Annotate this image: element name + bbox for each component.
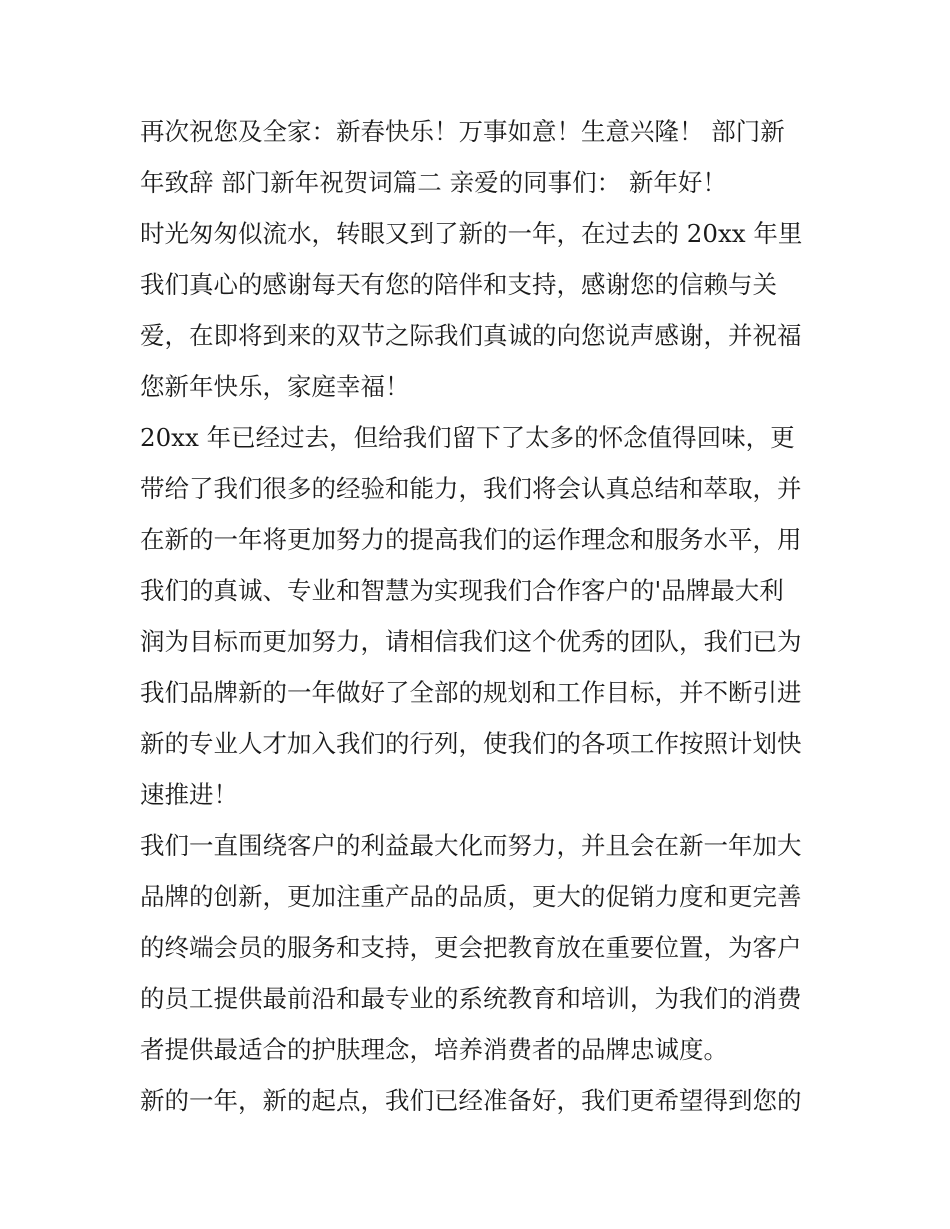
text-line: 品牌的创新，更加注重产品的品质，更大的促销力度和更完善 (140, 882, 802, 911)
text-line: 年致辞 部门新年祝贺词篇二 亲爱的同事们： 新年好！ (140, 168, 727, 197)
text-line: 的终端会员的服务和支持，更会把教育放在重要位置，为客户 (140, 933, 802, 962)
text-line: 20xx 年已经过去，但给我们留下了太多的怀念值得回味，更 (140, 423, 795, 452)
text-line: 我们的真诚、专业和智慧为实现我们合作客户的'品牌最大利 (140, 576, 784, 605)
text-line: 再次祝您及全家：新春快乐！万事如意！生意兴隆！ 部门新 (140, 117, 785, 146)
text-line: 我们品牌新的一年做好了全部的规划和工作目标，并不断引进 (140, 678, 802, 707)
text-line: 我们真心的感谢每天有您的陪伴和支持，感谢您的信赖与关 (140, 270, 777, 299)
text-line: 速推进！ (140, 780, 238, 809)
text-line: 您新年快乐，家庭幸福！ (140, 372, 410, 401)
paragraph-review-and-plans (140, 412, 812, 820)
text-line: 者提供最适合的护肤理念，培养消费者的品牌忠诚度。 (140, 1035, 728, 1064)
paragraph-closing-wishes (140, 106, 812, 208)
text-line: 我们一直围绕客户的利益最大化而努力，并且会在新一年加大 (140, 831, 802, 860)
text-line: 爱，在即将到来的双节之际我们真诚的向您说声感谢，并祝福 (140, 321, 802, 350)
text-line: 新的专业人才加入我们的行列，使我们的各项工作按照计划快 (140, 729, 802, 758)
document-body (140, 106, 812, 1126)
text-line: 带给了我们很多的经验和能力，我们将会认真总结和萃取，并 (140, 474, 802, 503)
paragraph-customer-focus (140, 820, 812, 1075)
paragraph-gratitude (140, 208, 812, 412)
text-line: 新的一年，新的起点，我们已经准备好，我们更希望得到您的 (140, 1086, 802, 1115)
text-line: 在新的一年将更加努力的提高我们的运作理念和服务水平，用 (140, 525, 802, 554)
paragraph-new-start (140, 1075, 812, 1126)
text-line: 的员工提供最前沿和最专业的系统教育和培训，为我们的消费 (140, 984, 802, 1013)
text-line: 润为目标而更加努力，请相信我们这个优秀的团队，我们已为 (140, 627, 802, 656)
text-line: 时光匆匆似流水，转眼又到了新的一年，在过去的 20xx 年里 (140, 219, 803, 248)
